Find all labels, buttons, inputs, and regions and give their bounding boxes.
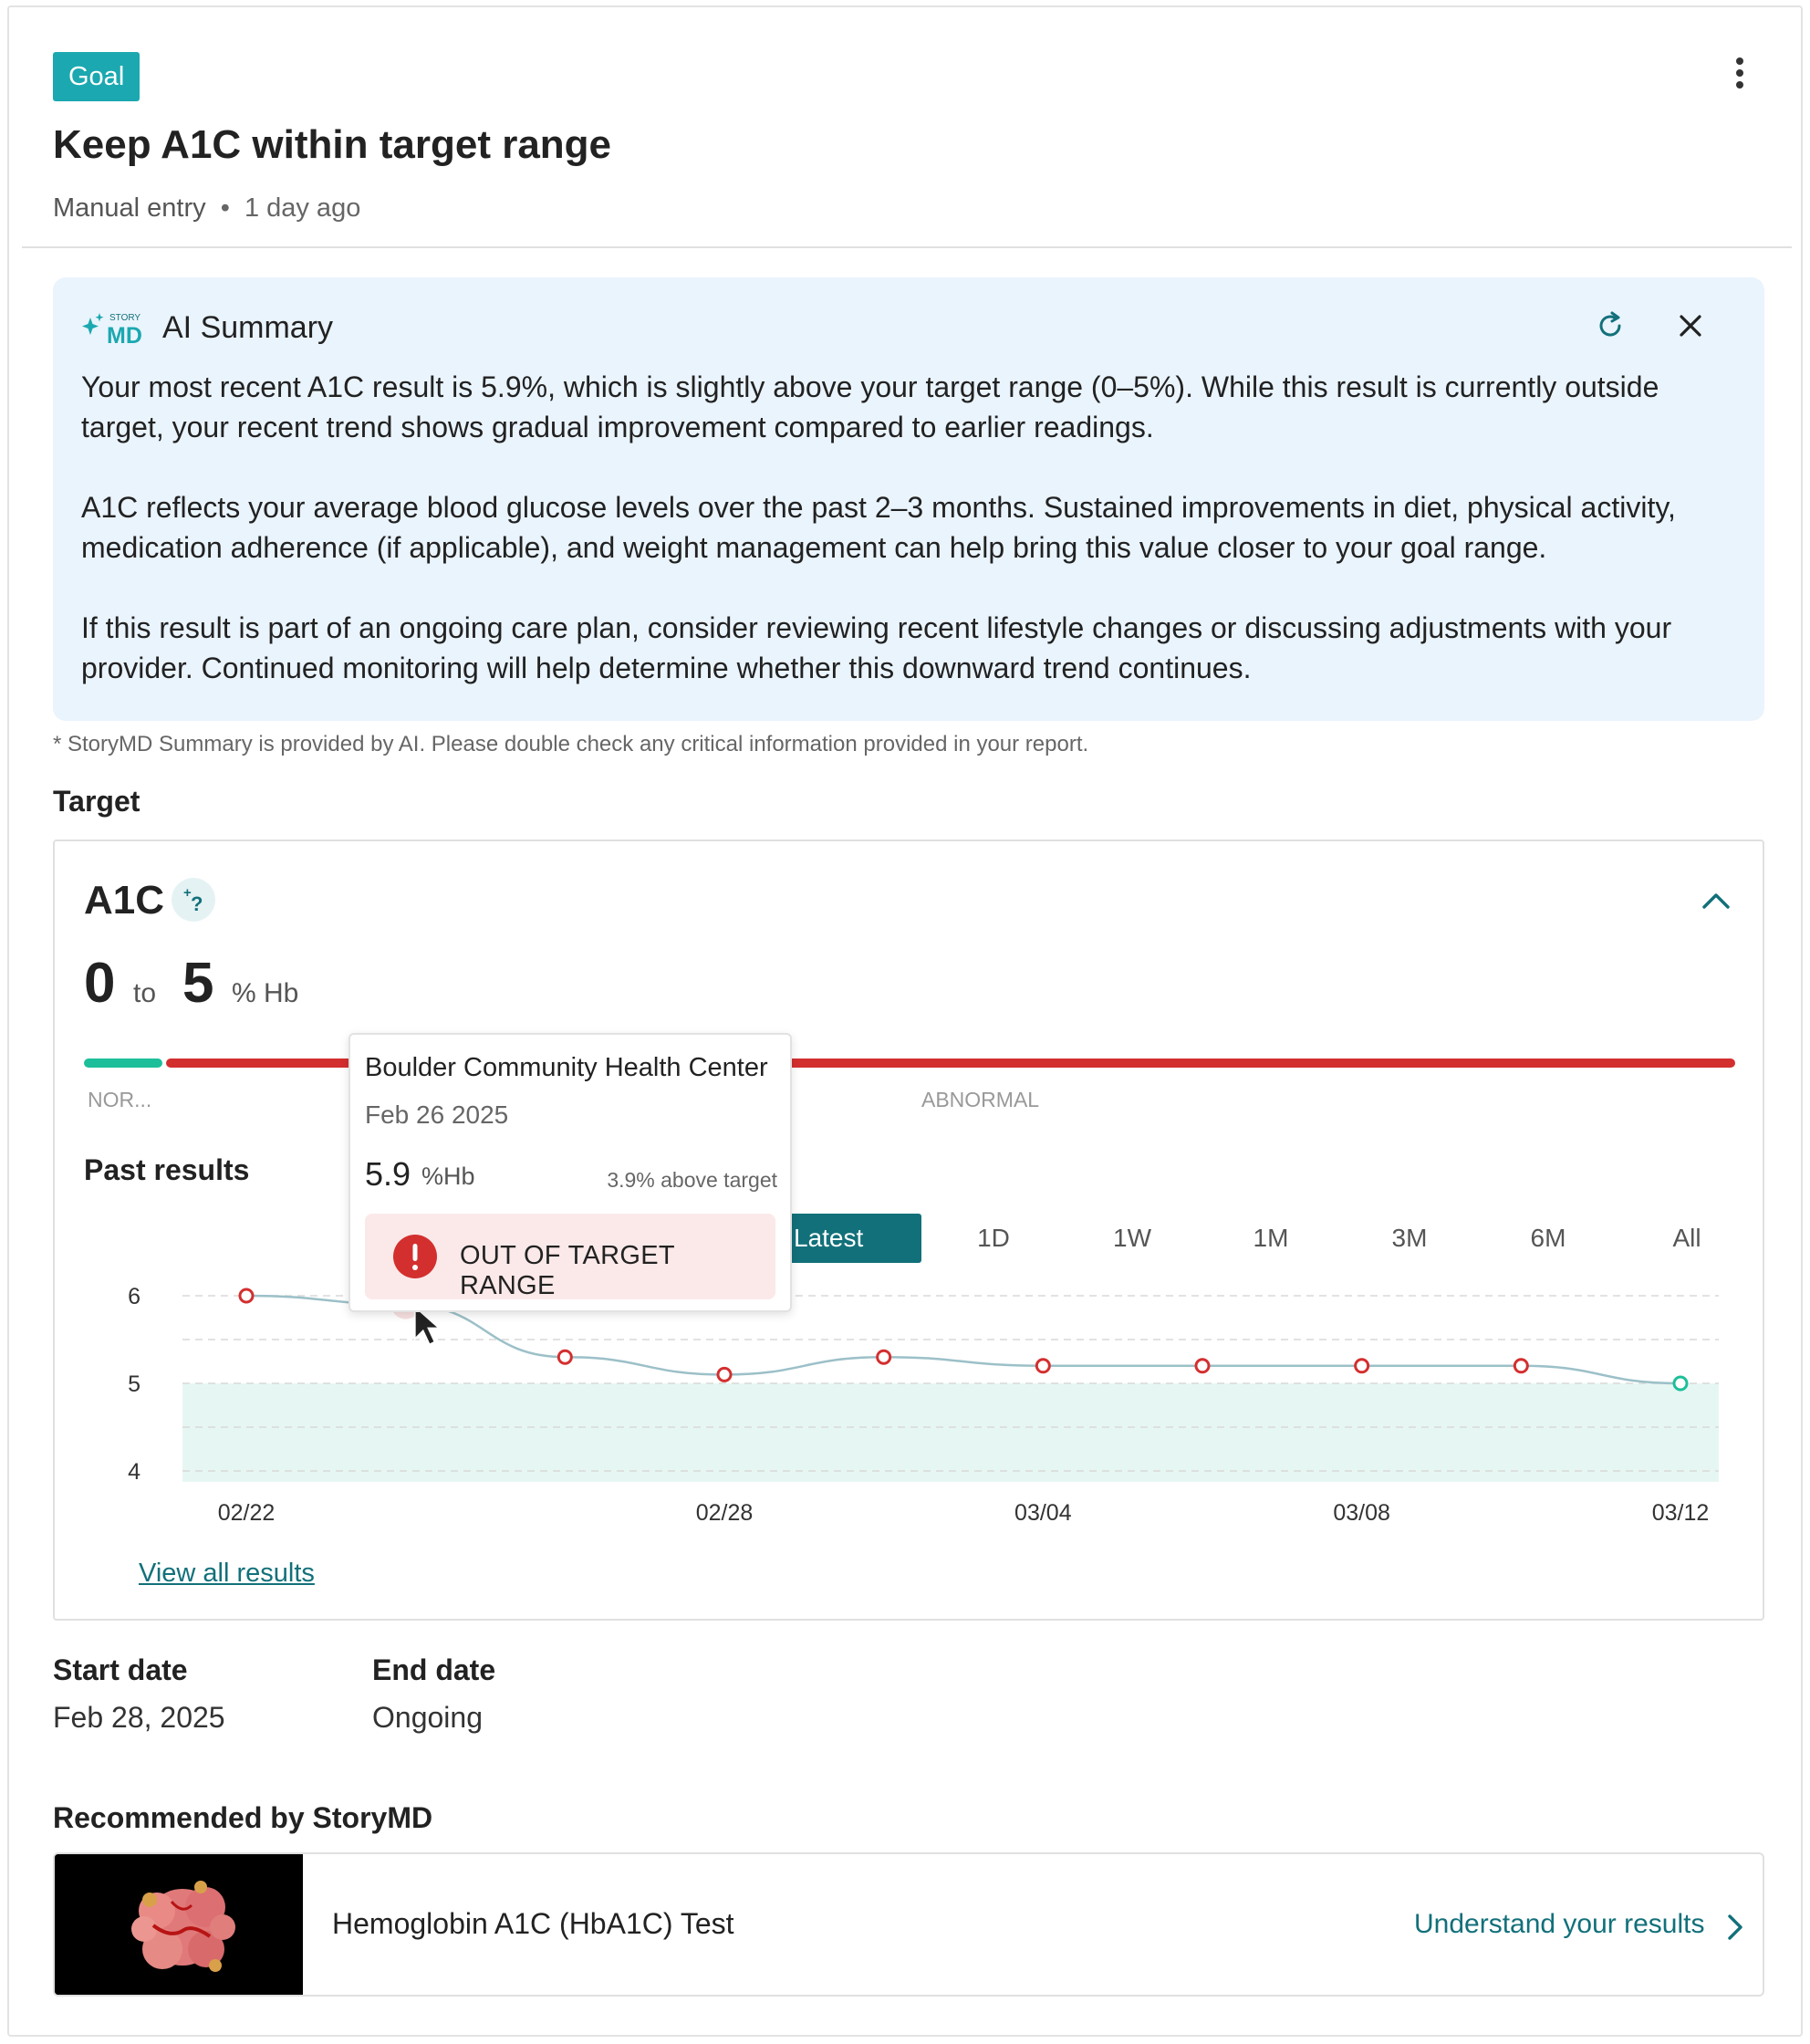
target-low-value: 0 [84, 952, 116, 1015]
header-divider [22, 246, 1792, 248]
a1c-line-chart [73, 1279, 1752, 1544]
start-date-label: Start date [53, 1653, 188, 1686]
x-tick-label: 02/22 [217, 1500, 276, 1526]
tab-3m[interactable]: 3M [1391, 1224, 1428, 1252]
ai-disclaimer: * StoryMD Summary is provided by AI. Please double check any critical information provided in your report. [53, 732, 1089, 756]
ai-summary-text [81, 367, 1742, 688]
understand-results-link[interactable]: Understand your results [1414, 1909, 1705, 1939]
x-tick-label: 03/08 [1333, 1500, 1390, 1526]
ai-summary-paragraph: Your most recent A1C result is 5.9%, which is slightly above your target range (0–5%). While this result is currently outside target, your recent trend shows gradual improvement compared to earlier readings. [81, 370, 1659, 443]
abnormal-range-label: ABNORMAL [921, 1088, 1040, 1111]
tab-all[interactable]: All [1672, 1224, 1701, 1252]
entry-time: 1 day ago [244, 193, 361, 223]
target-unit: % Hb [232, 978, 299, 1008]
end-date-label: End date [372, 1653, 496, 1686]
ai-summary-panel [53, 277, 1764, 721]
help-icon[interactable] [172, 878, 215, 922]
data-point [558, 1350, 571, 1363]
x-tick-label: 02/28 [695, 1500, 754, 1526]
target-range-separator: to [133, 978, 157, 1008]
ai-summary-title: AI Summary [162, 310, 334, 345]
logo-small-text: STORY [109, 313, 141, 323]
y-tick-label: 4 [128, 1459, 140, 1485]
target-section-label: Target [53, 785, 140, 818]
data-point [1356, 1360, 1368, 1372]
y-tick-label: 6 [128, 1284, 140, 1309]
entry-meta [53, 193, 360, 224]
past-results-title: Past results [84, 1153, 250, 1186]
entry-source: Manual entry [53, 193, 206, 223]
close-icon[interactable] [1674, 309, 1707, 342]
x-tick-label: 03/04 [1014, 1500, 1072, 1526]
hemoglobin-molecule-image [55, 1854, 303, 1997]
chevron-up-icon[interactable] [1697, 881, 1735, 920]
out-of-range-alert [365, 1214, 775, 1299]
more-options-icon[interactable] [1724, 53, 1755, 97]
data-point [1674, 1377, 1687, 1390]
ai-summary-paragraph: A1C reflects your average blood glucose levels over the past 2–3 months. Sustained improvements in diet, physical activity, medication adherence (if applicable), and weight management can help bring this value closer to your goal range. [81, 491, 1676, 564]
data-point [1196, 1360, 1209, 1372]
data-point [1036, 1360, 1049, 1372]
y-tick-label: 5 [128, 1371, 140, 1397]
tooltip-date: Feb 26 2025 [365, 1100, 509, 1129]
goal-badge: Goal [53, 52, 140, 101]
normal-range-bar [84, 1058, 162, 1068]
alert-status-text: OUT OF TARGET RANGE [460, 1241, 675, 1300]
x-tick-label: 03/12 [1651, 1500, 1710, 1526]
data-point [878, 1350, 890, 1363]
tab-1m[interactable]: 1M [1253, 1224, 1289, 1252]
meta-separator: • [220, 193, 230, 223]
recommended-section-label: Recommended by StoryMD [53, 1801, 433, 1834]
data-point [718, 1368, 731, 1381]
chevron-right-icon [1722, 1911, 1748, 1944]
end-date-value: Ongoing [372, 1701, 483, 1734]
normal-range-label: NOR... [88, 1088, 152, 1111]
tooltip-delta: 3.9% above target [607, 1168, 777, 1192]
data-point [240, 1289, 253, 1302]
view-all-results-link[interactable]: View all results [139, 1559, 315, 1588]
tooltip-unit: %Hb [421, 1163, 475, 1190]
alert-icon [392, 1234, 438, 1279]
refresh-icon[interactable] [1592, 308, 1628, 344]
page-title: Keep A1C within target range [53, 122, 612, 167]
goal-card [7, 5, 1803, 2037]
tooltip-value: 5.9 [365, 1155, 411, 1193]
tab-1w[interactable]: 1W [1113, 1224, 1151, 1252]
tab-6m[interactable]: 6M [1530, 1224, 1566, 1252]
recommended-article-title: Hemoglobin A1C (HbA1C) Test [332, 1907, 734, 1940]
ai-summary-paragraph: If this result is part of an ongoing care plan, consider reviewing recent lifestyle changes or discussing adjustments with your provider. Continued monitoring will help determine whether this downward trend continues. [81, 611, 1672, 684]
storymd-logo-icon [81, 310, 151, 347]
recommended-article-card[interactable] [53, 1852, 1764, 1997]
data-point [1514, 1360, 1527, 1372]
start-date-value: Feb 28, 2025 [53, 1701, 225, 1734]
tab-1d[interactable]: 1D [977, 1224, 1010, 1252]
svg-text:+: + [183, 885, 192, 901]
target-panel [53, 840, 1764, 1621]
logo-big-text: MD [107, 323, 142, 347]
svg-text:?: ? [191, 892, 203, 915]
tab-latest[interactable]: Latest [757, 1214, 921, 1263]
target-high-value: 5 [182, 952, 214, 1015]
metric-title: A1C [84, 878, 165, 923]
target-range-band [182, 1383, 1719, 1482]
tooltip-facility: Boulder Community Health Center [365, 1053, 768, 1082]
result-tooltip [348, 1033, 792, 1312]
